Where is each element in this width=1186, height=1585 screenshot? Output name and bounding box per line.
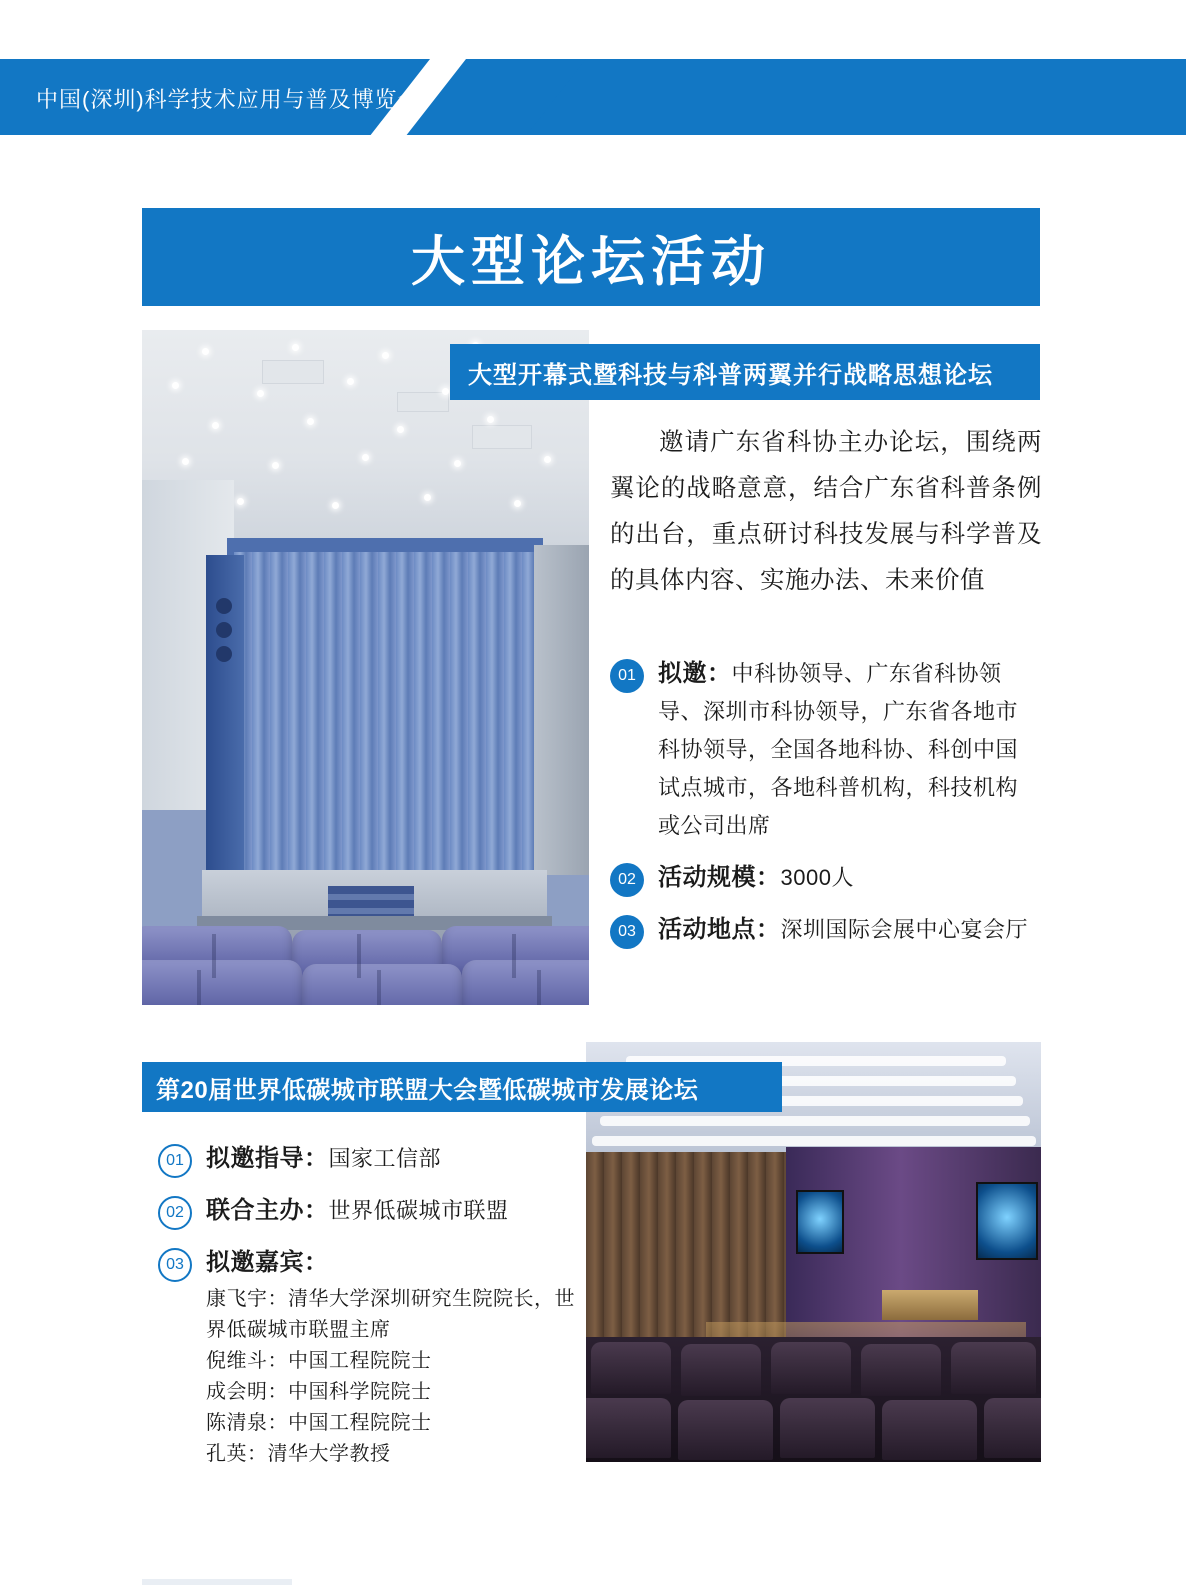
item-number-badge: 03	[158, 1248, 192, 1282]
item-value: 国家工信部	[328, 1146, 442, 1171]
photo-stage-curtain	[234, 552, 534, 882]
item-number-badge: 01	[158, 1144, 192, 1178]
section2-subtitle: 第20届世界低碳城市联盟大会暨低碳城市发展论坛	[156, 1076, 699, 1104]
item-label: 拟邀嘉宾：	[206, 1249, 329, 1276]
item-value: 中科协领导、广东省科协领导、深圳市科协领导，广东省各地市科协领导，全国各地科协、科创中国试点城市，各地科普机构，科技机构或公司出席	[658, 661, 1019, 838]
item-number-badge: 02	[610, 863, 644, 897]
photo-stage-table	[882, 1290, 978, 1320]
footer-divider	[142, 1579, 292, 1585]
item-value: 世界低碳城市联盟	[328, 1198, 509, 1223]
photo-right-wall	[534, 545, 589, 875]
photo-display-screen	[976, 1182, 1038, 1260]
item-number-badge: 03	[610, 915, 644, 949]
item-value: 3000人	[780, 865, 854, 890]
guest-line: 成会明：中国科学院院士	[206, 1381, 432, 1403]
list-item	[610, 911, 1040, 949]
guest-line: 康飞宇：清华大学深圳研究生院院长，世界低碳城市联盟主席	[206, 1288, 575, 1341]
item-body	[658, 859, 854, 897]
section1-subtitle-bar	[450, 344, 1040, 400]
item-label: 活动规模：	[658, 864, 781, 891]
item-label: 活动地点：	[658, 916, 781, 943]
photo-ceiling-panel	[262, 360, 324, 384]
section2-subtitle-bar	[142, 1062, 782, 1112]
item-body	[206, 1244, 578, 1470]
guest-line: 倪维斗：中国工程院院士	[206, 1350, 432, 1372]
photo-display-screen	[796, 1190, 844, 1254]
list-item	[158, 1140, 578, 1178]
item-body	[658, 911, 1028, 949]
guest-list	[206, 1284, 578, 1470]
guest-line: 孔英：清华大学教授	[206, 1443, 391, 1465]
photo-ceiling-panel	[397, 392, 449, 412]
list-item	[610, 859, 1040, 897]
section2-item-list	[158, 1140, 578, 1484]
guest-line: 陈清泉：中国工程院院士	[206, 1412, 432, 1434]
list-item	[610, 655, 1040, 845]
item-label: 拟邀指导：	[206, 1145, 329, 1172]
item-body	[206, 1140, 441, 1178]
auditorium-photo	[142, 330, 589, 1005]
page-title: 大型论坛活动	[411, 231, 771, 292]
item-number-badge: 01	[610, 659, 644, 693]
list-item	[158, 1192, 578, 1230]
page-title-bar	[142, 208, 1040, 306]
item-number-badge: 02	[158, 1196, 192, 1230]
item-value: 深圳国际会展中心宴会厅	[780, 917, 1029, 942]
section1-paragraph: 邀请广东省科协主办论坛，围绕两翼论的战略意意，结合广东省科普条例的出台，重点研讨科技发展与科学普及的具体内容、实施办法、未来价值	[610, 429, 1042, 594]
photo-wood-wall	[586, 1152, 786, 1342]
item-body	[658, 655, 1040, 845]
section1-item-list	[610, 655, 1040, 963]
photo-ceiling-panel	[472, 425, 532, 449]
section1-subtitle: 大型开幕式暨科技与科普两翼并行战略思想论坛	[468, 361, 993, 389]
header-title: 中国(深圳)科学技术应用与普及博览会	[36, 87, 421, 112]
list-item	[158, 1244, 578, 1470]
item-label: 拟邀：	[658, 660, 732, 687]
item-label: 联合主办：	[206, 1197, 329, 1224]
item-body	[206, 1192, 509, 1230]
